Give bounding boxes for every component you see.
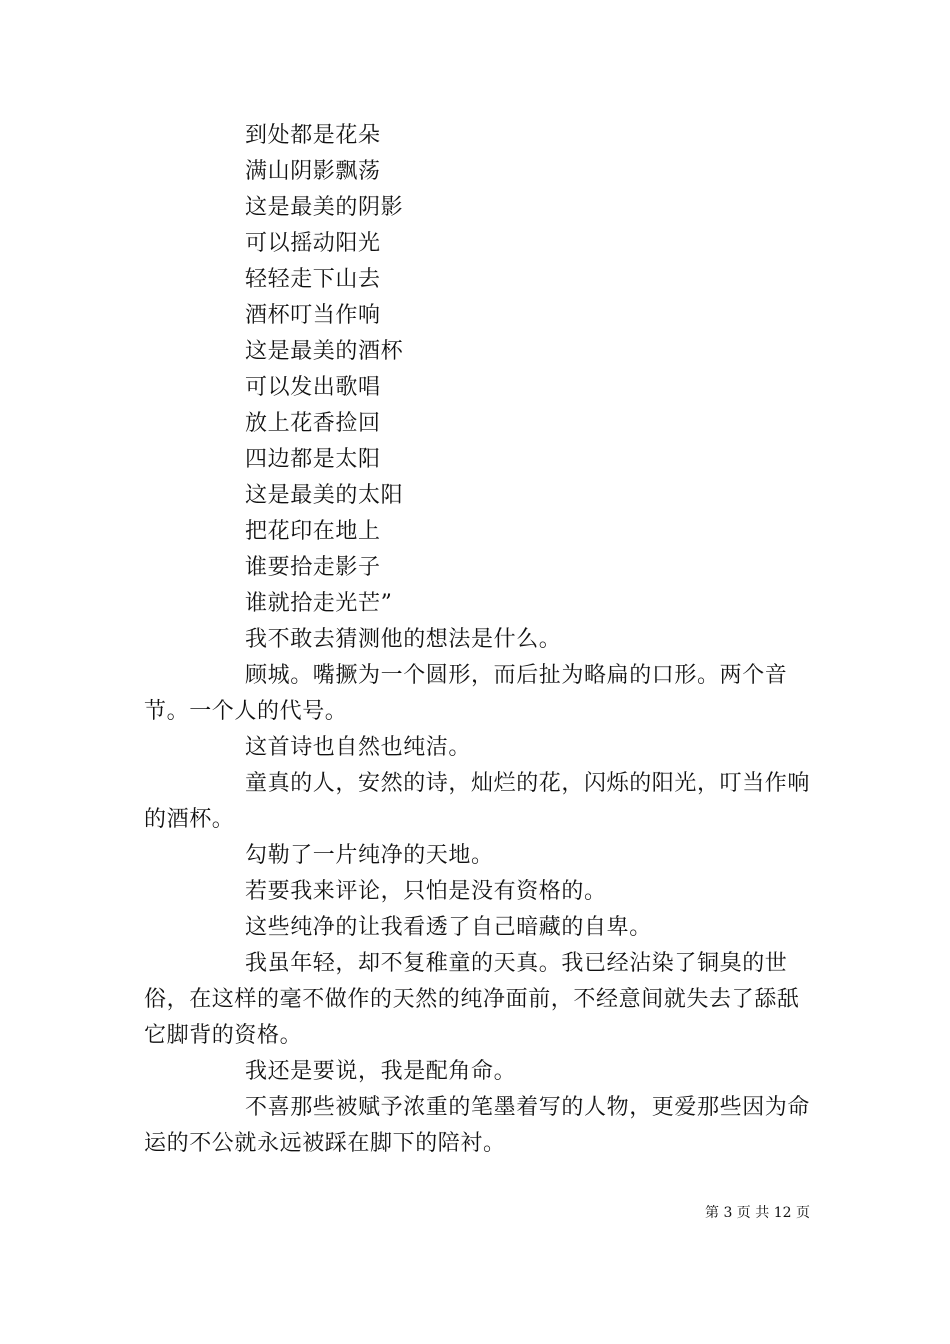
paragraph: 不喜那些被赋予浓重的笔墨着写的人物，更爱那些因为命运的不公就永远被踩在脚下的陪衬。 <box>144 1095 811 1156</box>
poem-line: 这是最美的酒杯 <box>245 339 404 364</box>
poem-line: 这是最美的阴影 <box>245 195 404 220</box>
paragraph: 顾城。嘴撅为一个圆形，而后扯为略扁的口形。两个音节。一个人的代号。 <box>144 663 788 724</box>
poem-line: 到处都是花朵 <box>245 123 381 148</box>
paragraph: 我不敢去猜测他的想法是什么。 <box>245 627 562 652</box>
poem-line: 放上花香捡回 <box>245 411 381 436</box>
poem-line: 这是最美的太阳 <box>245 483 404 508</box>
poem-line: 谁就拾走光芒” <box>245 591 393 616</box>
page-number-footer: 第 3 页 共 12 页 <box>705 1205 810 1221</box>
poem-line: 可以发出歌唱 <box>245 375 381 400</box>
paragraph: 这些纯净的让我看透了自己暗藏的自卑。 <box>245 915 652 940</box>
poem-line: 轻轻走下山去 <box>245 267 381 292</box>
paragraph: 我虽年轻，却不复稚童的天真。我已经沾染了铜臭的世俗，在这样的毫不做作的天然的纯净面前，不经意间就失去了舔舐它脚背的资格。 <box>144 951 800 1048</box>
paragraph: 我还是要说，我是配角命。 <box>245 1059 517 1084</box>
document-body <box>144 118 814 1162</box>
paragraph: 童真的人，安然的诗，灿烂的花，闪烁的阳光，叮当作响的酒杯。 <box>144 771 811 832</box>
paragraph: 这首诗也自然也纯洁。 <box>245 735 472 760</box>
paragraph: 若要我来评论，只怕是没有资格的。 <box>245 879 607 904</box>
poem-line: 四边都是太阳 <box>245 447 381 472</box>
poem-line: 满山阴影飘荡 <box>245 159 381 184</box>
poem-line: 酒杯叮当作响 <box>245 303 381 328</box>
poem-line: 把花印在地上 <box>245 519 381 544</box>
poem-line: 谁要拾走影子 <box>245 555 381 580</box>
paragraph: 勾勒了一片纯净的天地。 <box>245 843 494 868</box>
poem-line: 可以摇动阳光 <box>245 231 381 256</box>
